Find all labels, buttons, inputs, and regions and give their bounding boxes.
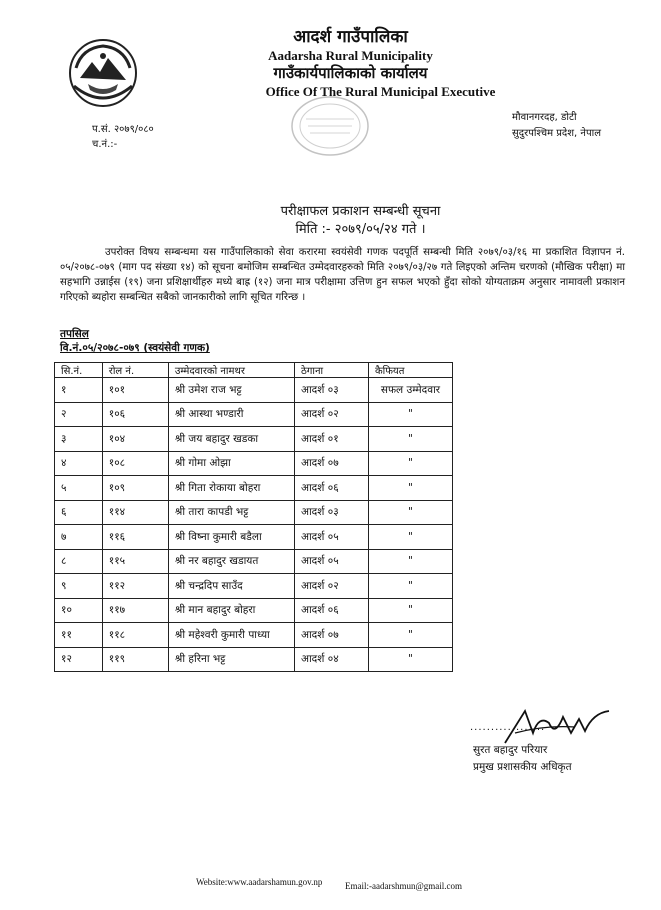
- office-name-en: Office Of The Rural Municipal Executive: [265, 84, 496, 99]
- cell-address: आदर्श ०३: [294, 378, 368, 403]
- cell-name: श्री मान बहादुर बोहरा: [168, 598, 294, 623]
- reference-number: प.सं. २०७९/०८०: [92, 124, 154, 135]
- cell-name: श्री उमेश राज भट्ट: [168, 378, 294, 403]
- address-line-2: सुदुरपश्चिम प्रदेश, नेपाल: [512, 128, 601, 139]
- notice-date: मिति :- २०७९/०५/२४ गते ।: [295, 222, 426, 237]
- cell-roll: १०९: [102, 476, 168, 501]
- cell-name: श्री नर बहादुर खडायत: [168, 549, 294, 574]
- table-row: [55, 427, 453, 452]
- cell-serial: २: [55, 402, 103, 427]
- cell-address: आदर्श ०१: [294, 427, 368, 452]
- table-row: [55, 451, 453, 476]
- cell-address: आदर्श ०६: [294, 598, 368, 623]
- cell-remarks: ": [368, 525, 452, 550]
- table-row: [55, 378, 453, 403]
- table-row: [55, 623, 453, 648]
- cell-roll: ११७: [102, 598, 168, 623]
- municipality-name-np: आदर्श गाउँपालिका: [293, 27, 408, 47]
- table-row: [55, 500, 453, 525]
- cell-serial: ५: [55, 476, 103, 501]
- table-row: [55, 402, 453, 427]
- cell-serial: ९: [55, 574, 103, 599]
- notice-heading: [0, 203, 661, 239]
- cell-remarks: ": [368, 476, 452, 501]
- cell-roll: ११९: [102, 647, 168, 672]
- cell-name: श्री विष्ना कुमारी बडैला: [168, 525, 294, 550]
- cell-serial: ६: [55, 500, 103, 525]
- cell-remarks: ": [368, 574, 452, 599]
- cell-remarks: ": [368, 623, 452, 648]
- schedule-label: तपसिल: [60, 328, 89, 340]
- cell-name: श्री तारा कापडी भट्ट: [168, 500, 294, 525]
- cell-serial: ७: [55, 525, 103, 550]
- cell-roll: १०१: [102, 378, 168, 403]
- cell-roll: ११८: [102, 623, 168, 648]
- header-remarks: कैफियत: [368, 363, 452, 378]
- footer-website: Website:www.aadarshamun.gov.np: [196, 877, 323, 887]
- table-row: [55, 647, 453, 672]
- office-stamp-icon: [290, 95, 370, 157]
- cell-serial: ८: [55, 549, 103, 574]
- cell-name: श्री गिता रोकाया बोहरा: [168, 476, 294, 501]
- cell-remarks: ": [368, 451, 452, 476]
- table-row: [55, 476, 453, 501]
- signature-line: ..................: [470, 722, 546, 733]
- cell-address: आदर्श ०७: [294, 451, 368, 476]
- cell-name: श्री हरिना भट्ट: [168, 647, 294, 672]
- cell-roll: ११६: [102, 525, 168, 550]
- cell-name: श्री गोमा ओझा: [168, 451, 294, 476]
- cell-name: श्री जय बहादुर खडका: [168, 427, 294, 452]
- cell-serial: ३: [55, 427, 103, 452]
- cell-address: आदर्श ०६: [294, 476, 368, 501]
- cell-remarks: ": [368, 402, 452, 427]
- cell-roll: १०४: [102, 427, 168, 452]
- cell-serial: १: [55, 378, 103, 403]
- cell-roll: १०६: [102, 402, 168, 427]
- notice-title: परीक्षाफल प्रकाशन सम्बन्धी सूचना: [280, 204, 441, 219]
- cell-address: आदर्श ०४: [294, 647, 368, 672]
- table-row: [55, 598, 453, 623]
- signer-block: [473, 742, 572, 776]
- cell-name: श्री आस्था भण्डारी: [168, 402, 294, 427]
- cell-address: आदर्श ०५: [294, 549, 368, 574]
- header-name: उम्मेदवारको नामथर: [168, 363, 294, 378]
- cell-remarks: ": [368, 427, 452, 452]
- header-roll: रोल नं.: [102, 363, 168, 378]
- cell-remarks: ": [368, 500, 452, 525]
- cell-address: आदर्श ०२: [294, 402, 368, 427]
- municipality-name-en: Aadarsha Rural Municipality: [268, 48, 433, 63]
- cell-serial: ११: [55, 623, 103, 648]
- dispatch-number: च.नं.:-: [92, 139, 118, 150]
- footer-email: Email:-aadarshmun@gmail.com: [345, 881, 463, 891]
- table-row: [55, 574, 453, 599]
- cell-name: श्री महेश्वरी कुमारी पाध्या: [168, 623, 294, 648]
- cell-address: आदर्श ०३: [294, 500, 368, 525]
- header-serial: सि.नं.: [55, 363, 103, 378]
- cell-roll: ११५: [102, 549, 168, 574]
- cell-remarks: ": [368, 598, 452, 623]
- header-address: ठेगाना: [294, 363, 368, 378]
- office-address: [512, 110, 601, 142]
- cell-remarks: सफल उम्मेदवार: [368, 378, 452, 403]
- advertisement-subtitle: वि.नं.०५/२०७८-०७९ (स्वयंसेवी गणक): [60, 342, 210, 354]
- cell-serial: १०: [55, 598, 103, 623]
- cell-address: आदर्श ०७: [294, 623, 368, 648]
- signer-title: प्रमुख प्रशासकीय अधिकृत: [473, 761, 572, 773]
- notice-body: उपरोक्त विषय सम्बन्धमा यस गाउँपालिकाको सेवा करारमा स्वयंसेवी गणक पदपूर्ति सम्बन्धी मिति २०७९/०३/१६ मा प्रकाशित विज्ञापन नं. ०५/२०७८-०७९ (माग पद संख्या १४) को सूचना बमोजिम सम्बन्धित उम्मेदवारहरुको मिति २०७९/०३/२७ गते लिइएको अन्तिम चरणको (मौखिक परीक्षा) मा सहभागि उन्नाईस (१९) जना प्रशिक्षार्थीहरु मध्ये बाह्र (१२) जना मात्र परीक्षामा उत्तिण हुन सफल भएको हुँदा सोको योग्यताक्रम अनुसार नामावली प्रकाशन गरिएको ब्यहोरा सम्बन्धित सबैको जानकारीको लागि सूचित गरिन्छ ।: [60, 247, 625, 303]
- address-line-1: मौवानगरदह, डोटी: [512, 112, 577, 123]
- cell-name: श्री चन्द्रदिप साउँद: [168, 574, 294, 599]
- cell-remarks: ": [368, 549, 452, 574]
- table-row: [55, 549, 453, 574]
- table-header-row: [55, 363, 453, 378]
- cell-roll: १०८: [102, 451, 168, 476]
- cell-address: आदर्श ०२: [294, 574, 368, 599]
- table-body: [55, 378, 453, 672]
- reference-block: [92, 122, 154, 152]
- signer-name: सुरत बहादुर परियार: [473, 744, 548, 756]
- cell-remarks: ": [368, 647, 452, 672]
- cell-roll: ११४: [102, 500, 168, 525]
- cell-serial: ४: [55, 451, 103, 476]
- results-table: [54, 362, 453, 672]
- cell-serial: १२: [55, 647, 103, 672]
- table-row: [55, 525, 453, 550]
- cell-address: आदर्श ०५: [294, 525, 368, 550]
- cell-roll: ११२: [102, 574, 168, 599]
- office-name-np: गाउँकार्यपालिकाको कार्यालय: [273, 64, 428, 82]
